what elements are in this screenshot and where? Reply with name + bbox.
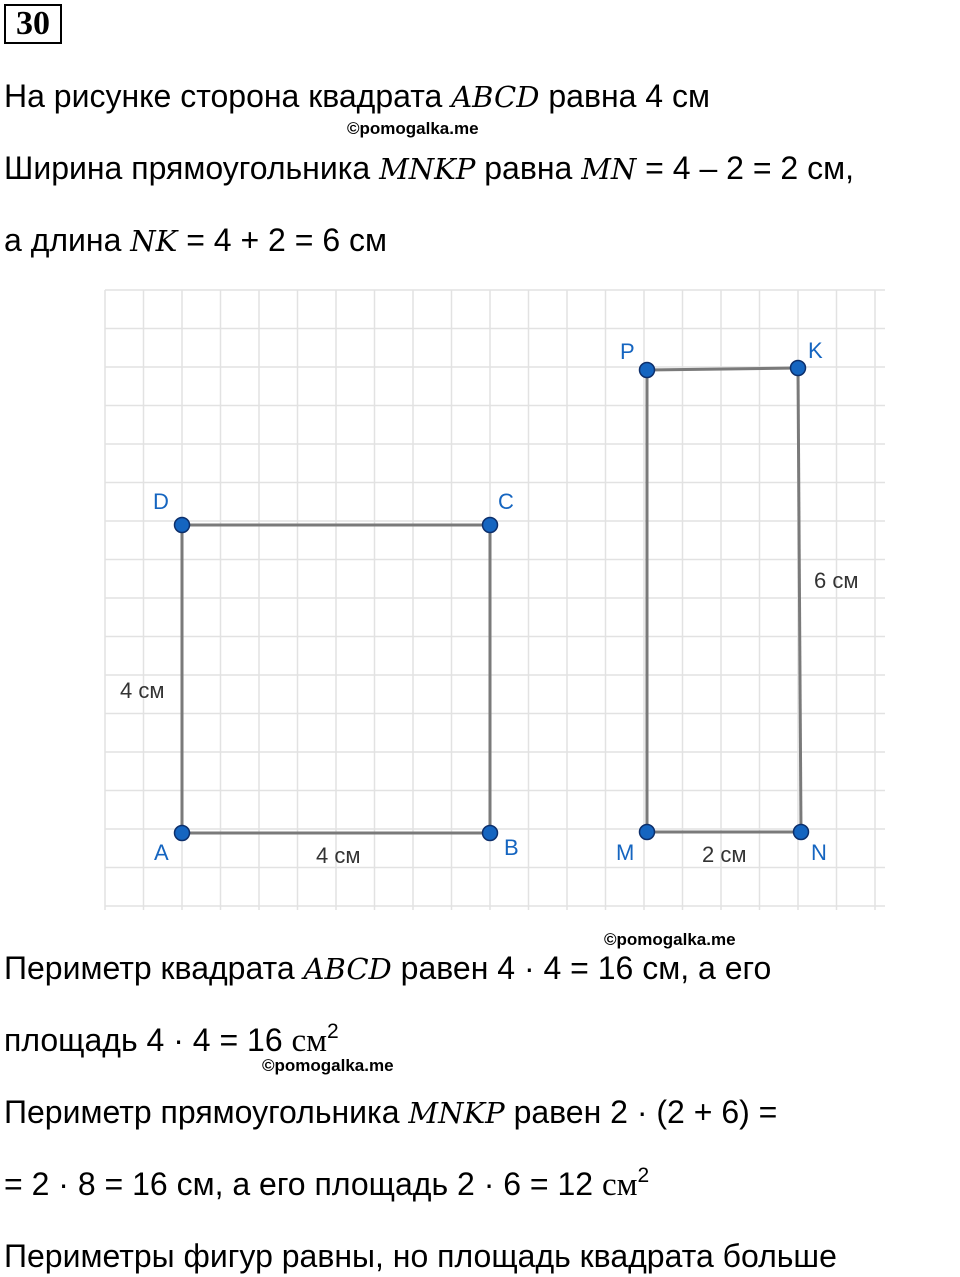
geometry-figure <box>95 280 895 915</box>
length-mn: 2 см <box>702 842 747 867</box>
text-line-6 <box>4 1092 777 1133</box>
math-var: MNKP <box>379 152 476 186</box>
unit: см <box>291 1023 328 1059</box>
length-ab: 4 см <box>316 843 361 868</box>
label-k: K <box>808 338 823 363</box>
grid <box>105 290 885 910</box>
math-var: NK <box>130 224 178 258</box>
text-fragment: Периметр прямоугольника <box>4 1094 409 1130</box>
text-line-4 <box>4 948 771 989</box>
point-k <box>791 361 806 376</box>
point-m <box>640 825 655 840</box>
math-var: MNKP <box>408 1096 505 1130</box>
length-ad: 4 см <box>120 678 165 703</box>
text-line-5 <box>4 1020 339 1061</box>
label-n: N <box>811 840 827 865</box>
label-a: A <box>154 840 169 865</box>
text-line-3 <box>4 220 387 261</box>
watermark: ©pomogalka.me <box>347 119 479 138</box>
length-nk: 6 см <box>814 568 859 593</box>
text-fragment: площадь 4 · 4 = 16 <box>4 1022 292 1058</box>
task-number: 30 <box>4 4 62 44</box>
point-a <box>175 826 190 841</box>
point-b <box>483 826 498 841</box>
label-b: B <box>504 835 519 860</box>
rectangle-mnkp <box>647 368 801 832</box>
point-p <box>640 363 655 378</box>
text-line-2 <box>4 148 854 189</box>
text-fragment: Периметры фигур равны, но площадь квадрата больше <box>4 1238 837 1274</box>
text-fragment: = 4 + 2 = 6 см <box>177 222 387 258</box>
text-fragment: Периметр квадрата <box>4 950 304 986</box>
label-c: C <box>498 489 514 514</box>
math-var: MN <box>581 152 637 186</box>
text-line-8 <box>4 1236 837 1276</box>
point-c <box>483 518 498 533</box>
text-fragment: = 4 – 2 = 2 см, <box>636 150 854 186</box>
text-fragment: равен 4 · 4 = 16 см, а его <box>391 950 772 986</box>
text-fragment: Ширина прямоугольника <box>4 150 380 186</box>
label-p: P <box>620 339 635 364</box>
text-fragment: равна 4 см <box>539 78 710 114</box>
watermark: ©pomogalka.me <box>262 1056 394 1075</box>
math-var: ABCD <box>451 80 540 114</box>
math-var: ABCD <box>303 952 392 986</box>
text-fragment: равен 2 · (2 + 6) = <box>504 1094 778 1130</box>
text-line-1 <box>4 76 710 117</box>
label-d: D <box>153 489 169 514</box>
exponent: 2 <box>327 1020 339 1043</box>
point-n <box>794 825 809 840</box>
text-fragment: равна <box>475 150 582 186</box>
exponent: 2 <box>637 1164 650 1187</box>
label-m: M <box>616 840 635 865</box>
text-fragment: = 2 · 8 = 16 см, а его площадь 2 · 6 = 12 <box>4 1166 602 1202</box>
text-line-7 <box>4 1164 649 1205</box>
unit: см <box>601 1167 638 1203</box>
watermark: ©pomogalka.me <box>604 930 736 949</box>
segment-kp <box>647 368 798 370</box>
text-fragment: На рисунке сторона квадрата <box>4 78 452 114</box>
text-fragment: а длина <box>4 222 131 258</box>
point-d <box>175 518 190 533</box>
